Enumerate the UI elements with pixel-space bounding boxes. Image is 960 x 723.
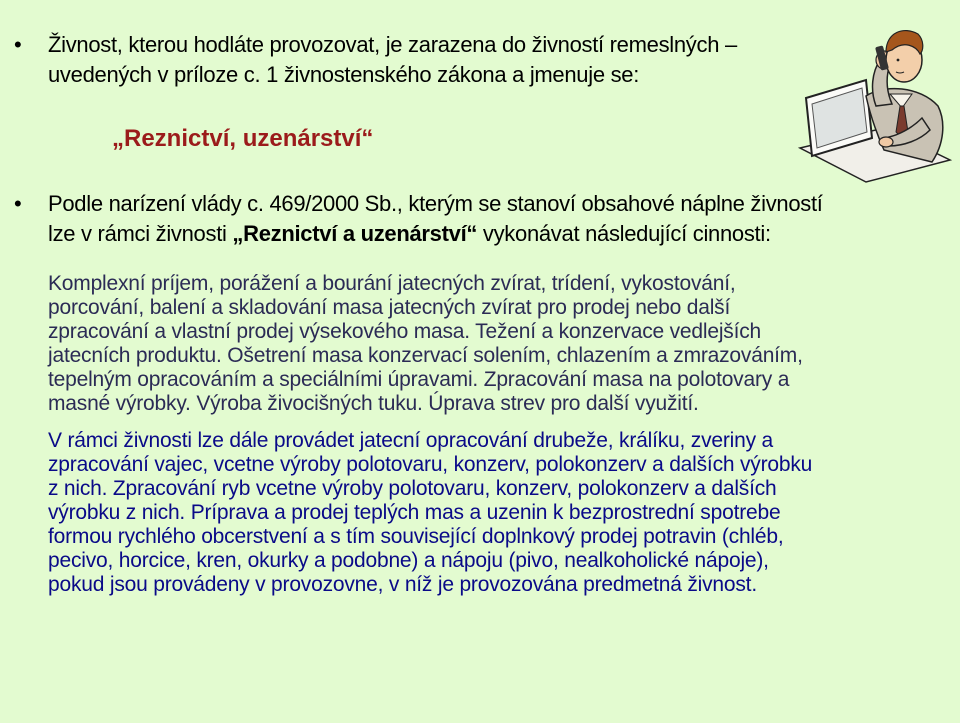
paragraph-1-line: tepelným opracováním a speciálními úpravami. Zpracování masa na polotovary a [48, 368, 790, 391]
bullet-1-line-2: uvedených v príloze c. 1 živnostenského zákona a jmenuje se: [48, 62, 640, 87]
businessman-phone-clipart [792, 10, 952, 186]
paragraph-1-line: masné výrobky. Výroba živocišných tuku. Úprava strev pro další využití. [48, 392, 699, 415]
paragraph-2-line: zpracování vajec, vcetne výroby polotovaru, konzerv, polokonzerv a dalších výrobku [48, 453, 813, 476]
bullet-dot-icon: • [14, 191, 22, 216]
trade-name-heading: „Reznictví, uzenárství“ [112, 125, 374, 152]
paragraph-1-line: jatecních produktu. Ošetrení masa konzervací solením, chlazením a zmrazováním, [48, 344, 803, 367]
paragraph-2-line: výrobku z nich. Príprava a prodej teplých mas a uzenin k bezprostrední spotrebe [48, 501, 781, 524]
bullet-2-text [48, 189, 823, 249]
bullet-2-line-1: Podle narízení vlády c. 469/2000 Sb., kterým se stanoví obsahové náplne živností [48, 191, 823, 216]
activities-paragraph-1 [48, 272, 803, 416]
bullet-2-line-2-suffix: vykonávat následující cinnosti: [477, 221, 771, 246]
paragraph-2-line: z nich. Zpracování ryb vcetne výroby polotovaru, konzerv, polokonzerv a dalších [48, 477, 777, 500]
paragraph-2-line: V rámci živnosti lze dále provádet jatecní opracování drubeže, králíku, zveriny a [48, 429, 773, 452]
bullet-1-text [48, 30, 737, 90]
paragraph-1-line: porcování, balení a skladování masa jatecných zvírat pro prodej nebo další [48, 296, 731, 319]
paragraph-1-line: Komplexní príjem, porážení a bourání jatecných zvírat, trídení, vykostování, [48, 272, 736, 295]
paragraph-1-line: zpracování a vlastní prodej výsekového masa. Težení a konzervace vedlejších [48, 320, 762, 343]
bullet-2-trade-name: „Reznictví a uzenárství“ [232, 221, 478, 246]
bullet-2-line-2 [48, 219, 823, 249]
paragraph-2-line: pecivo, horcice, kren, okurky a podobne) a nápoju (pivo, nealkoholické nápoje), [48, 549, 769, 572]
bullet-2-line-2-prefix: lze v rámci živnosti [48, 221, 233, 246]
bullet-1-line-1: Živnost, kterou hodláte provozovat, je zarazena do živností remeslných – [48, 32, 737, 57]
paragraph-2-line: pokud jsou provádeny v provozovne, v níž je provozována predmetná živnost. [48, 573, 757, 596]
activities-paragraph-2 [48, 429, 812, 597]
paragraph-2-line: formou rychlého obcerstvení a s tím související doplnkový prodej potravin (chléb, [48, 525, 784, 548]
bullet-dot-icon: • [14, 32, 22, 57]
